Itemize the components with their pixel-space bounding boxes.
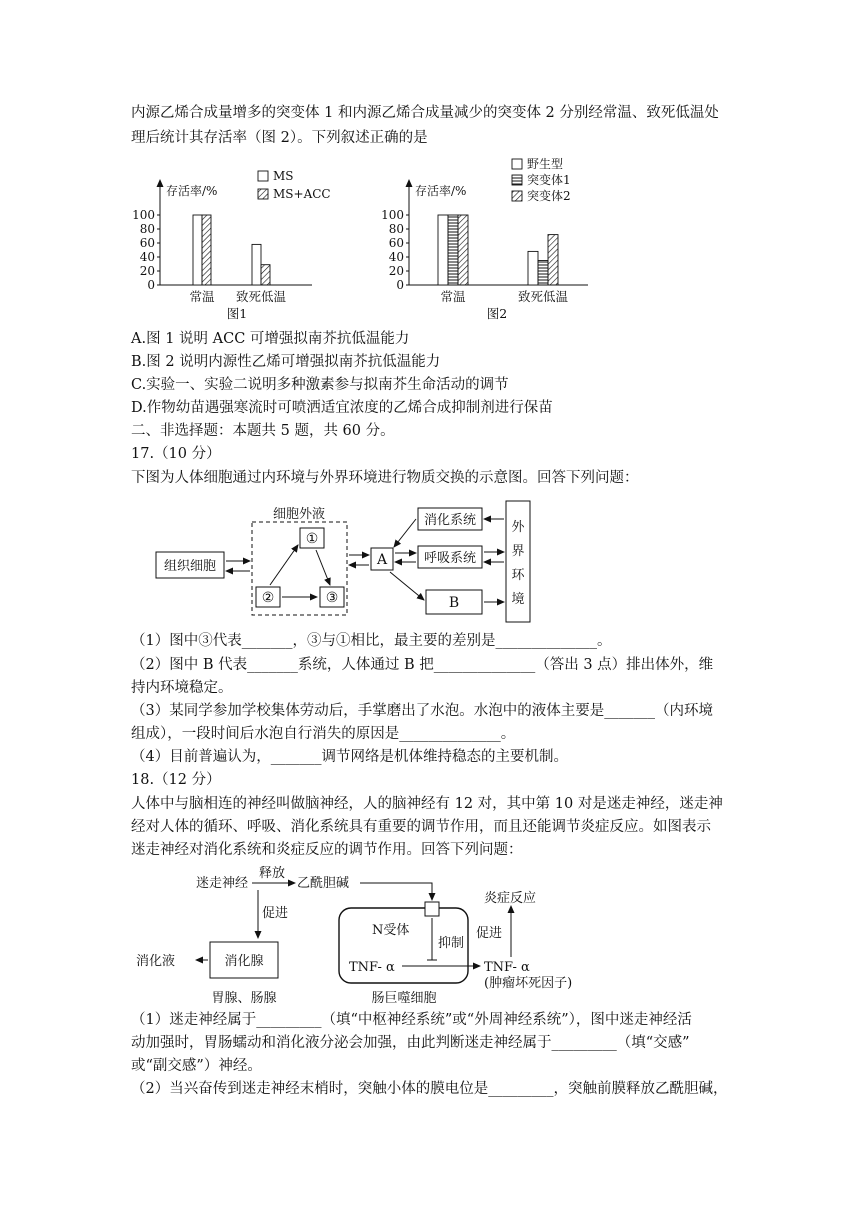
macrophage-caption: 肠巨噬细胞 xyxy=(371,991,437,1006)
chart-figure-2 xyxy=(381,156,588,321)
acetylcholine-label: 乙酰胆碱 xyxy=(297,876,350,891)
tnf-note-label: (肿瘤坏死因子) xyxy=(484,976,573,991)
y-tick-label: 60 xyxy=(388,236,404,250)
q18-sub1-line2: 动加强时，胃肠蠕动和消化液分泌会加强，由此判断迷走神经属于_________（填“交感” xyxy=(131,1035,690,1051)
q17-sub2-line2: 持内环境稳定。 xyxy=(131,680,233,696)
q17-sub1: （1）图中③代表_______，③与①相比，最主要的差别是______________。 xyxy=(131,633,612,649)
option-d: D.作物幼苗遇强寒流时可喷洒适宜浓度的乙烯合成抑制剂进行保苗 xyxy=(131,400,553,416)
legend-label: 野生型 xyxy=(527,157,564,171)
q17-diagram xyxy=(0,495,860,625)
intro-line-1: 内源乙烯合成量增多的突变体 1 和内源乙烯合成量减少的突变体 2 分别经常温、致死低温处 xyxy=(131,105,719,121)
bar xyxy=(538,261,548,286)
legend-label: MS+ACC xyxy=(273,187,331,201)
y-tick-label: 100 xyxy=(132,208,155,222)
figure-charts xyxy=(0,150,860,330)
q17-number: 17.（10 分） xyxy=(131,446,221,462)
chart-caption: 图1 xyxy=(226,306,248,321)
bar xyxy=(458,215,468,285)
bar xyxy=(193,215,202,285)
legend-swatch xyxy=(512,159,522,169)
external-environment-char: 境 xyxy=(511,592,525,607)
legend-swatch xyxy=(512,191,522,201)
x-tick-label: 致死低温 xyxy=(235,289,287,304)
bar xyxy=(202,215,211,285)
bar xyxy=(261,265,270,285)
bar xyxy=(548,235,558,285)
tnf-inside-label: TNF- α xyxy=(349,960,395,975)
y-tick-label: 100 xyxy=(381,208,404,222)
external-environment-char: 外 xyxy=(511,520,525,535)
y-tick-label: 20 xyxy=(139,264,155,278)
q17-stem: 下图为人体细胞通过内环境与外界环境进行物质交换的示意图。回答下列问题： xyxy=(131,470,639,486)
q18-sub1-line1: （1）迷走神经属于_________（填“中枢神经系统”或“外周神经系统”），图中迷走神经活 xyxy=(131,1012,692,1028)
option-c: C.实验一、实验二说明多种激素参与拟南芥生命活动的调节 xyxy=(131,377,509,393)
q18-sub2: （2）当兴奋传到迷走神经末梢时，突触小体的膜电位是_________，突触前膜释放乙酰胆碱， xyxy=(131,1081,728,1097)
inflammation-label: 炎症反应 xyxy=(484,891,537,906)
inhibit-label: 抑制 xyxy=(438,936,465,951)
node-1: ① xyxy=(305,531,319,547)
chart-caption: 图2 xyxy=(486,306,508,321)
x-tick-label: 常温 xyxy=(189,289,215,304)
y-tick-label: 60 xyxy=(139,236,155,250)
n-receptor-box xyxy=(425,902,439,916)
y-axis-label: 存活率/% xyxy=(415,184,467,198)
section-2-heading: 二、非选择题：本题共 5 题，共 60 分。 xyxy=(131,423,395,439)
tissue-cell-label: 组织细胞 xyxy=(163,559,217,574)
bar xyxy=(528,251,538,285)
q17-sub3-line2: 组成），一段时间后水泡自行消失的原因是______________。 xyxy=(131,726,516,742)
release-label: 释放 xyxy=(258,866,286,881)
y-tick-label: 0 xyxy=(396,278,404,292)
option-a: A.图 1 说明 ACC 可增强拟南芥抗低温能力 xyxy=(131,331,410,347)
q18-stem-line2: 经对人体的循环、呼吸、消化系统具有重要的调节作用，而且还能调节炎症反应。如图表示 xyxy=(131,819,711,835)
node-3: ③ xyxy=(325,590,339,606)
tnf-outside-label: TNF- α xyxy=(484,960,530,975)
extracellular-label: 细胞外液 xyxy=(272,507,326,522)
q18-diagram xyxy=(0,862,860,1012)
q17-sub3-line1: （3）某同学参加学校集体劳动后，手掌磨出了水泡。水泡中的液体主要是_______（内环境 xyxy=(131,703,713,719)
promote-label-2: 促进 xyxy=(476,926,503,941)
external-environment-char: 界 xyxy=(511,544,525,559)
bar xyxy=(448,215,458,285)
digestive-gland-label: 消化腺 xyxy=(224,954,264,969)
q17-sub4: （4）目前普遍认为，_______调节网络是机体维持稳态的主要机制。 xyxy=(131,749,568,765)
q18-sub1-line3: 或“副交感”）神经。 xyxy=(131,1058,262,1074)
chart-figure-1 xyxy=(132,169,331,321)
legend-swatch xyxy=(512,175,522,185)
legend-label: 突变体2 xyxy=(527,189,571,203)
bar xyxy=(252,244,261,285)
q18-stem-line1: 人体中与脑相连的神经叫做脑神经，人的脑神经有 12 对，其中第 10 对是迷走神经，迷走神 xyxy=(131,796,723,812)
x-tick-label: 常温 xyxy=(440,289,466,304)
bar xyxy=(438,215,448,285)
y-tick-label: 20 xyxy=(388,264,404,278)
y-tick-label: 80 xyxy=(388,222,404,236)
option-b: B.图 2 说明内源性乙烯可增强拟南芥抗低温能力 xyxy=(131,354,441,370)
n-receptor-label: N受体 xyxy=(372,923,410,938)
y-tick-label: 40 xyxy=(388,250,404,264)
y-axis-label: 存活率/% xyxy=(166,184,218,198)
promote-label-1: 促进 xyxy=(262,906,289,921)
legend-label: 突变体1 xyxy=(527,173,571,187)
intro-line-2: 理后统计其存活率（图 2）。下列叙述正确的是 xyxy=(131,130,428,146)
q17-sub2-line1: （2）图中 B 代表_______系统，人体通过 B 把______________（答出 3 点）排出体外，维 xyxy=(131,657,714,673)
node-a: A xyxy=(376,552,388,568)
digestive-system-label: 消化系统 xyxy=(423,513,477,528)
gland-caption: 胃腺、肠腺 xyxy=(211,991,277,1006)
digestive-juice-label: 消化液 xyxy=(136,954,176,969)
external-environment-char: 环 xyxy=(511,568,525,583)
x-tick-label: 致死低温 xyxy=(517,289,569,304)
q18-number: 18.（12 分） xyxy=(131,772,221,788)
respiratory-system-label: 呼吸系统 xyxy=(423,551,477,566)
legend-swatch xyxy=(258,189,268,199)
node-b: B xyxy=(448,595,460,611)
vagus-nerve-label: 迷走神经 xyxy=(196,876,249,891)
y-tick-label: 80 xyxy=(139,222,155,236)
y-tick-label: 40 xyxy=(139,250,155,264)
q18-stem-line3: 迷走神经对消化系统和炎症反应的调节作用。回答下列问题： xyxy=(131,842,523,858)
legend-label: MS xyxy=(273,169,294,183)
node-2: ② xyxy=(261,590,275,606)
legend-swatch xyxy=(258,171,268,181)
y-tick-label: 0 xyxy=(147,278,155,292)
